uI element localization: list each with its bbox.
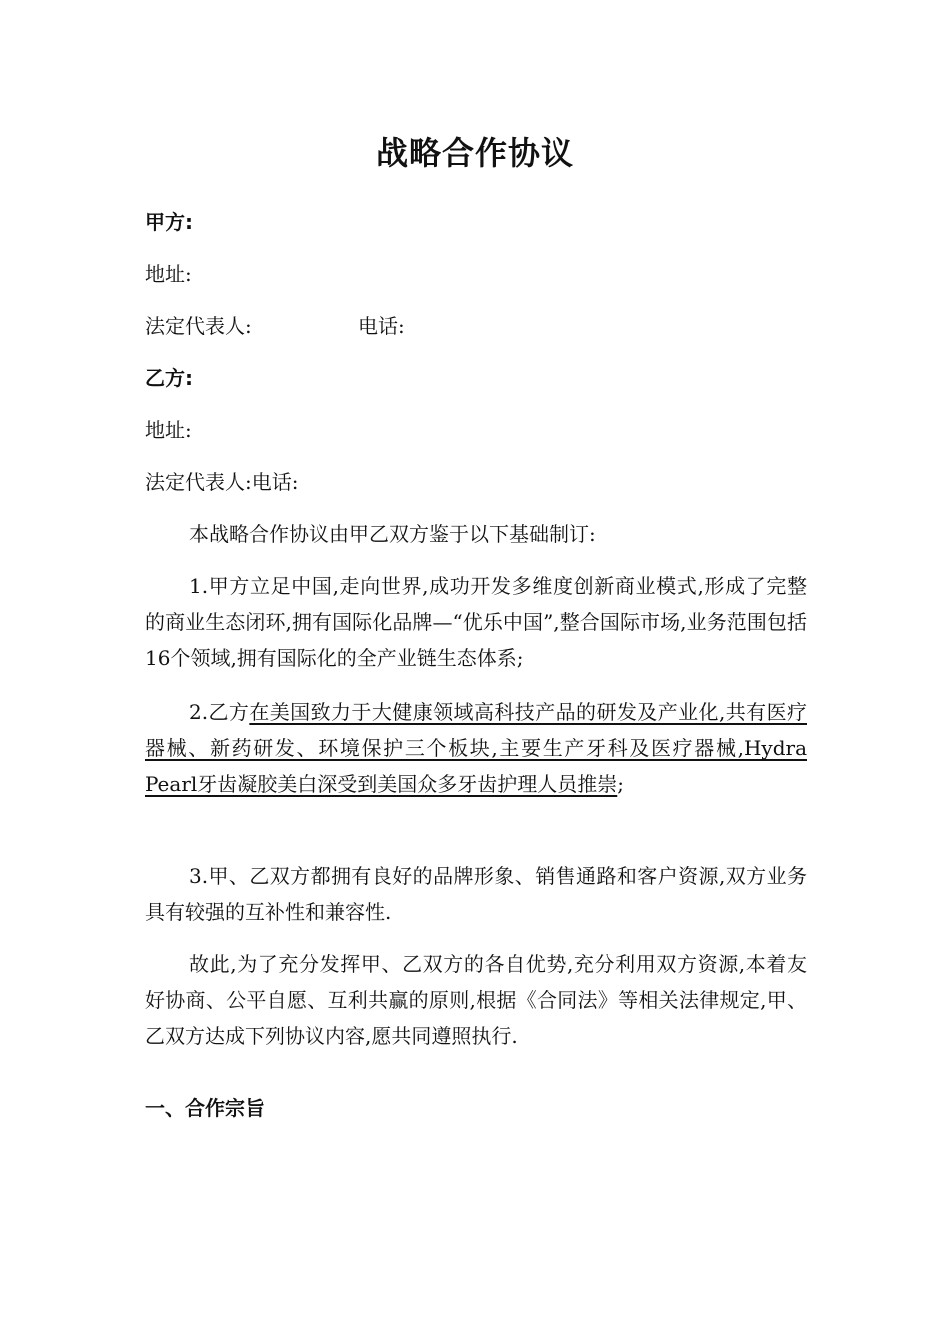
party-b-label: 乙方: (145, 366, 193, 390)
clause-2-suffix: ; (617, 772, 625, 796)
document-title: 战略合作协议 (375, 134, 574, 172)
section-1-heading: 一、合作宗旨 (145, 1096, 265, 1120)
clause-2-prefix: 2.乙方 (189, 700, 250, 724)
party-a-contact-line (145, 308, 807, 344)
clause-3-paragraph: 3.甲、乙双方都拥有良好的品牌形象、销售通路和客户资源,双方业务具有较强的互补性和兼容性. (145, 864, 807, 924)
party-a-phone: 电话: (358, 314, 405, 338)
clause-1-paragraph: 1.甲方立足中国,走向世界,成功开发多维度创新商业模式,形成了完整的商业生态闭环,拥有国际化品牌—“优乐中国”,整合国际市场,业务范围包括16个领域,拥有国际化的全产业链生态体系; (145, 574, 807, 670)
party-a-label: 甲方: (145, 210, 193, 234)
party-b-contact-line: 法定代表人:电话: (145, 470, 299, 494)
party-a-legal-rep: 法定代表人: (145, 314, 252, 338)
party-b-address: 地址: (145, 418, 192, 442)
conclusion-paragraph: 故此,为了充分发挥甲、乙双方的各自优势,充分利用双方资源,本着友好协商、公平自愿、互利共赢的原则,根据《合同法》等相关法律规定,甲、乙双方达成下列协议内容,愿共同遵照执行. (145, 952, 807, 1048)
clause-2-paragraph (145, 694, 807, 802)
intro-paragraph: 本战略合作协议由甲乙双方鉴于以下基础制订: (189, 522, 596, 546)
clause-2-underlined-text: 在美国致力于大健康领域高科技产品的研发及产业化,共有医疗器械、新药研发、环境保护三个板块,主要生产牙科及医疗器械,Hydra Pearl牙齿凝胶美白深受到美国众多牙齿护理人员推崇 (145, 700, 807, 796)
party-a-address: 地址: (145, 262, 192, 286)
